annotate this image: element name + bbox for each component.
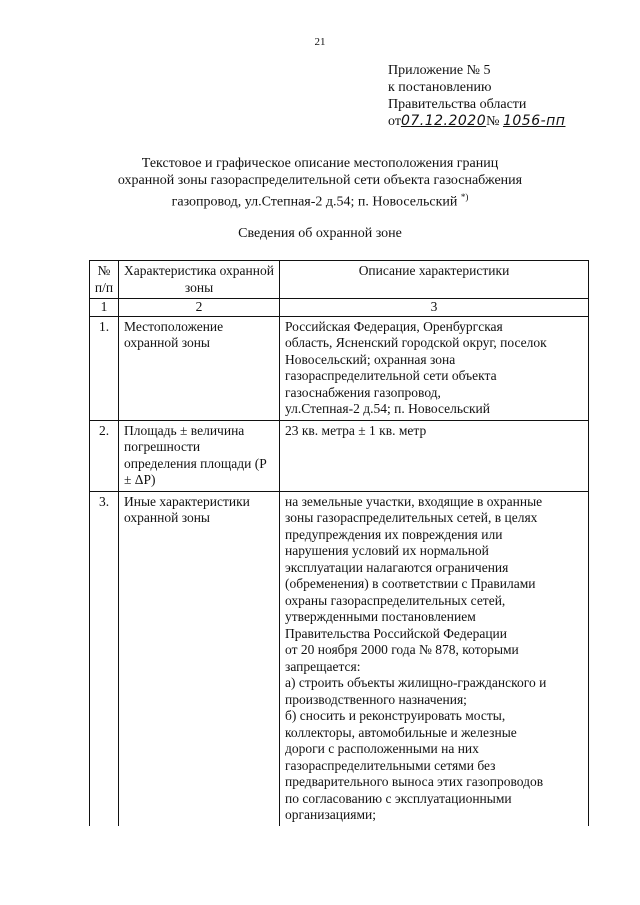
page-number: 21 [314,36,326,48]
protection-zone-table [89,260,589,826]
table-header-row [90,261,589,299]
row-description: 23 кв. метра ± 1 кв. метр [280,420,589,491]
appendix-header [388,62,565,130]
appendix-date-line [388,113,565,130]
section-subtitle: Сведения об охранной зоне [238,226,402,241]
handwritten-date: 07.12.2020 [400,113,487,129]
document-title [90,155,550,211]
handwritten-number: 1056-пп [502,113,566,129]
title-line-1: Текстовое и графическое описание местоположения границ [141,156,499,171]
date-prefix: от [388,114,401,129]
row-description: Российская Федерация, Оренбургская область, Ясненский городской округ, поселок Новосельский; охранная зона газораспределительной сети объекта газоснабжения газопровод, ул.Степная-2 д.54; п. Новосельский [280,316,589,420]
appendix-line-3: Правительства области [388,97,527,112]
row-number: 3. [90,491,119,826]
header-cell-number: № п/п [90,261,119,299]
table-index-row [90,299,589,317]
number-prefix: № [486,114,500,129]
table-row [90,491,589,826]
index-cell: 3 [280,299,589,317]
table-row [90,316,589,420]
index-cell: 2 [119,299,280,317]
row-characteristic: Площадь ± величина погрешности определения площади (P ± ΔP) [119,420,280,491]
appendix-line-2: к постановлению [388,80,492,95]
header-cell-characteristic: Характеристика охранной зоны [119,261,280,299]
title-line-3: газопровод, ул.Степная-2 д.54; п. Новосельский *) [171,192,469,210]
row-characteristic: Местоположение охранной зоны [119,316,280,420]
row-number: 2. [90,420,119,491]
row-characteristic: Иные характеристики охранной зоны [119,491,280,826]
footnote-mark: *) [460,192,469,202]
row-description: на земельные участки, входящие в охранные зоны газораспределительных сетей, в целях предупреждения их повреждения или нарушения условий их нормальной эксплуатации налагаются ограничения (обременения) в соответствии с Правилами охраны газораспределительных сетей, утвержденными постановлением Правительства Российской Федерации от 20 ноября 2000 года № 878, которыми запрещается: а) строить объекты жилищно-гражданского и производственного назначения; б) сносить и реконструировать мосты, коллекторы, автомобильные и железные дороги с расположенными на них газораспределительными сетями без предварительного выноса этих газопроводов по согласованию с эксплуатационными организациями; [280,491,589,826]
index-cell: 1 [90,299,119,317]
appendix-line-1: Приложение № 5 [388,63,491,78]
table-row [90,420,589,491]
header-cell-description: Описание характеристики [280,261,589,299]
title-line-2: охранной зоны газораспределительной сети объекта газоснабжения [117,173,523,188]
row-number: 1. [90,316,119,420]
